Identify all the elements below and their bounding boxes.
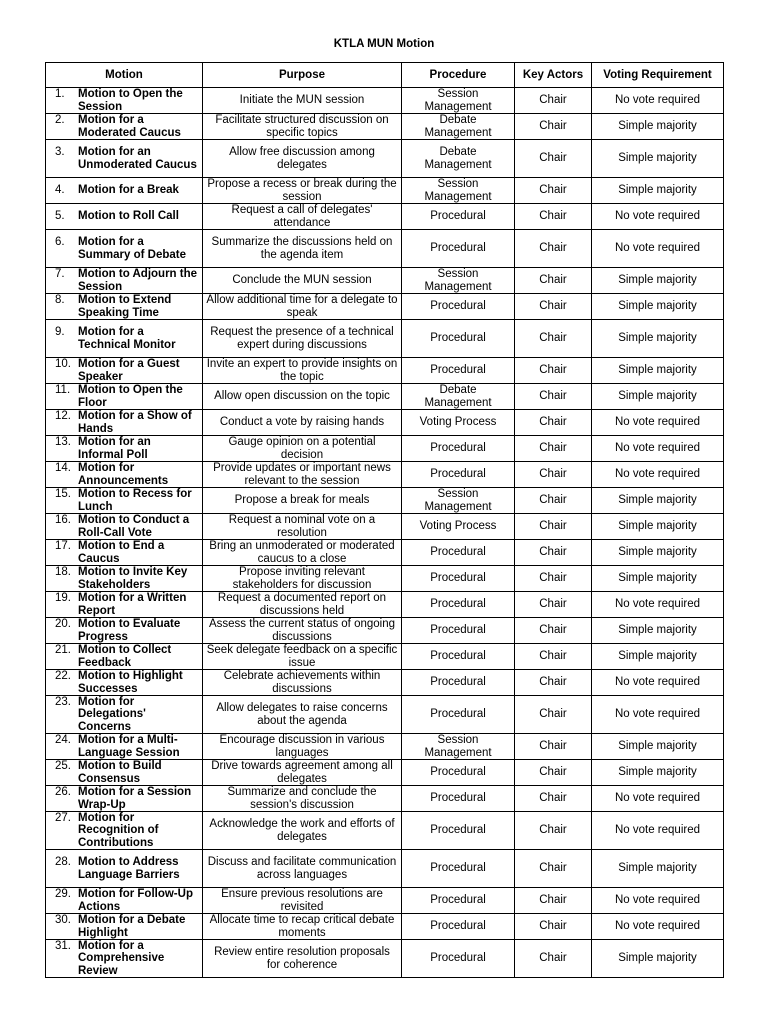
table-row — [46, 540, 724, 566]
procedure-cell: Procedural — [402, 914, 515, 940]
motion-name: Motion for Follow-Up Actions — [78, 888, 193, 913]
motion-cell — [46, 734, 203, 760]
motion-cell — [46, 178, 203, 204]
table-row — [46, 204, 724, 230]
procedure-cell: Procedural — [402, 566, 515, 592]
voting-requirement-cell: Simple majority — [592, 384, 724, 410]
motion-name: Motion to Address Language Barriers — [78, 856, 180, 881]
procedure-cell: Procedural — [402, 760, 515, 786]
voting-requirement-cell: Simple majority — [592, 540, 724, 566]
table-row — [46, 462, 724, 488]
procedure-cell: Debate Management — [402, 140, 515, 178]
voting-requirement-cell: No vote required — [592, 204, 724, 230]
voting-requirement-cell: Simple majority — [592, 114, 724, 140]
motion-name: Motion to Invite Key Stakeholders — [78, 566, 188, 591]
motion-name: Motion to Conduct a Roll-Call Vote — [78, 514, 190, 539]
procedure-cell: Procedural — [402, 888, 515, 914]
motion-cell — [46, 760, 203, 786]
table-row — [46, 410, 724, 436]
row-number: 26. — [55, 786, 71, 799]
row-number: 2. — [55, 114, 65, 127]
table-row — [46, 566, 724, 592]
key-actors-cell: Chair — [515, 914, 592, 940]
motion-cell — [46, 850, 203, 888]
purpose-cell: Conduct a vote by raising hands — [203, 410, 402, 436]
key-actors-cell: Chair — [515, 566, 592, 592]
motion-cell — [46, 384, 203, 410]
motion-name: Motion for Recognition of Contributions — [78, 812, 159, 849]
key-actors-cell: Chair — [515, 514, 592, 540]
procedure-cell: Procedural — [402, 320, 515, 358]
voting-requirement-cell: Simple majority — [592, 644, 724, 670]
procedure-cell: Voting Process — [402, 514, 515, 540]
key-actors-cell: Chair — [515, 410, 592, 436]
motion-name: Motion for a Comprehensive Review — [78, 940, 165, 977]
motion-name: Motion for a Debate Highlight — [78, 914, 186, 939]
procedure-cell: Procedural — [402, 462, 515, 488]
motion-name: Motion to Open the Session — [78, 88, 183, 113]
key-actors-cell: Chair — [515, 592, 592, 618]
purpose-cell: Invite an expert to provide insights on the topic — [203, 358, 402, 384]
motion-name: Motion to Roll Call — [78, 210, 179, 223]
procedure-cell: Debate Management — [402, 384, 515, 410]
motion-name: Motion for a Session Wrap-Up — [78, 786, 192, 811]
motion-cell — [46, 410, 203, 436]
procedure-cell: Session Management — [402, 734, 515, 760]
table-row — [46, 940, 724, 978]
purpose-cell: Initiate the MUN session — [203, 88, 402, 114]
voting-requirement-cell: No vote required — [592, 914, 724, 940]
voting-requirement-cell: Simple majority — [592, 320, 724, 358]
key-actors-cell: Chair — [515, 812, 592, 850]
motion-cell — [46, 696, 203, 734]
procedure-cell: Session Management — [402, 88, 515, 114]
motion-cell — [46, 644, 203, 670]
purpose-cell: Drive towards agreement among all delegates — [203, 760, 402, 786]
table-row — [46, 268, 724, 294]
key-actors-cell: Chair — [515, 696, 592, 734]
key-actors-cell: Chair — [515, 268, 592, 294]
key-actors-cell: Chair — [515, 178, 592, 204]
motion-cell — [46, 514, 203, 540]
key-actors-cell: Chair — [515, 670, 592, 696]
motion-cell — [46, 230, 203, 268]
key-actors-cell: Chair — [515, 618, 592, 644]
motion-name: Motion for an Unmoderated Caucus — [78, 146, 197, 171]
key-actors-cell: Chair — [515, 230, 592, 268]
motion-name: Motion for a Guest Speaker — [78, 358, 180, 383]
motion-cell — [46, 140, 203, 178]
row-number: 28. — [55, 856, 71, 869]
motion-cell — [46, 940, 203, 978]
row-number: 27. — [55, 812, 71, 825]
purpose-cell: Seek delegate feedback on a specific issue — [203, 644, 402, 670]
voting-requirement-cell: Simple majority — [592, 358, 724, 384]
procedure-cell: Procedural — [402, 812, 515, 850]
procedure-cell: Procedural — [402, 294, 515, 320]
row-number: 22. — [55, 670, 71, 683]
key-actors-cell: Chair — [515, 358, 592, 384]
procedure-cell: Procedural — [402, 592, 515, 618]
voting-requirement-cell: No vote required — [592, 436, 724, 462]
purpose-cell: Provide updates or important news relevant to the session — [203, 462, 402, 488]
motion-name: Motion to Adjourn the Session — [78, 268, 198, 293]
table-row — [46, 436, 724, 462]
motion-cell — [46, 358, 203, 384]
motion-name: Motion to Collect Feedback — [78, 644, 172, 669]
row-number: 9. — [55, 326, 65, 339]
purpose-cell: Celebrate achievements within discussions — [203, 670, 402, 696]
motion-cell — [46, 114, 203, 140]
table-row — [46, 320, 724, 358]
table-row — [46, 696, 724, 734]
row-number: 19. — [55, 592, 71, 605]
table-row — [46, 178, 724, 204]
key-actors-cell: Chair — [515, 436, 592, 462]
voting-requirement-cell: No vote required — [592, 888, 724, 914]
row-number: 8. — [55, 294, 65, 307]
motion-name: Motion for a Multi-Language Session — [78, 734, 180, 759]
procedure-cell: Procedural — [402, 204, 515, 230]
table-header-row — [46, 63, 724, 88]
procedure-cell: Debate Management — [402, 114, 515, 140]
motion-name: Motion for Announcements — [78, 462, 169, 487]
voting-requirement-cell: Simple majority — [592, 178, 724, 204]
row-number: 14. — [55, 462, 71, 475]
column-header-voting-requirement: Voting Requirement — [592, 63, 724, 88]
key-actors-cell: Chair — [515, 940, 592, 978]
motion-name: Motion to Recess for Lunch — [78, 488, 192, 513]
procedure-cell: Procedural — [402, 670, 515, 696]
procedure-cell: Session Management — [402, 178, 515, 204]
motion-name: Motion to Extend Speaking Time — [78, 294, 172, 319]
table-row — [46, 850, 724, 888]
motion-cell — [46, 618, 203, 644]
table-row — [46, 114, 724, 140]
table-row — [46, 384, 724, 410]
row-number: 11. — [55, 384, 71, 397]
purpose-cell: Allow delegates to raise concerns about the agenda — [203, 696, 402, 734]
purpose-cell: Summarize the discussions held on the agenda item — [203, 230, 402, 268]
row-number: 6. — [55, 236, 65, 249]
motion-cell — [46, 462, 203, 488]
purpose-cell: Ensure previous resolutions are revisited — [203, 888, 402, 914]
motion-name: Motion to Evaluate Progress — [78, 618, 181, 643]
table-row — [46, 914, 724, 940]
key-actors-cell: Chair — [515, 488, 592, 514]
procedure-cell: Procedural — [402, 540, 515, 566]
key-actors-cell: Chair — [515, 888, 592, 914]
motion-cell — [46, 812, 203, 850]
voting-requirement-cell: Simple majority — [592, 294, 724, 320]
table-body — [46, 88, 724, 978]
table-row — [46, 140, 724, 178]
key-actors-cell: Chair — [515, 540, 592, 566]
table-row — [46, 88, 724, 114]
key-actors-cell: Chair — [515, 760, 592, 786]
purpose-cell: Bring an unmoderated or moderated caucus to a close — [203, 540, 402, 566]
table-row — [46, 734, 724, 760]
purpose-cell: Facilitate structured discussion on specific topics — [203, 114, 402, 140]
motion-name: Motion to Build Consensus — [78, 760, 162, 785]
voting-requirement-cell: Simple majority — [592, 488, 724, 514]
purpose-cell: Request the presence of a technical expert during discussions — [203, 320, 402, 358]
motion-name: Motion for a Break — [78, 184, 179, 197]
table-row — [46, 670, 724, 696]
purpose-cell: Allow open discussion on the topic — [203, 384, 402, 410]
key-actors-cell: Chair — [515, 786, 592, 812]
voting-requirement-cell: Simple majority — [592, 850, 724, 888]
voting-requirement-cell: Simple majority — [592, 140, 724, 178]
motion-cell — [46, 914, 203, 940]
procedure-cell: Procedural — [402, 358, 515, 384]
voting-requirement-cell: Simple majority — [592, 760, 724, 786]
key-actors-cell: Chair — [515, 462, 592, 488]
motion-cell — [46, 786, 203, 812]
motion-cell — [46, 320, 203, 358]
motion-cell — [46, 436, 203, 462]
motion-cell — [46, 592, 203, 618]
row-number: 5. — [55, 210, 65, 223]
voting-requirement-cell: No vote required — [592, 410, 724, 436]
row-number: 15. — [55, 488, 71, 501]
table-row — [46, 592, 724, 618]
procedure-cell: Procedural — [402, 618, 515, 644]
table-row — [46, 294, 724, 320]
purpose-cell: Conclude the MUN session — [203, 268, 402, 294]
procedure-cell: Procedural — [402, 940, 515, 978]
page-title: KTLA MUN Motion — [333, 38, 435, 50]
voting-requirement-cell: Simple majority — [592, 734, 724, 760]
motion-name: Motion for Delegations' Concerns — [78, 696, 146, 733]
purpose-cell: Request a call of delegates' attendance — [203, 204, 402, 230]
voting-requirement-cell: Simple majority — [592, 268, 724, 294]
table-row — [46, 644, 724, 670]
motion-cell — [46, 268, 203, 294]
motion-name: Motion for a Show of Hands — [78, 410, 192, 435]
key-actors-cell: Chair — [515, 204, 592, 230]
voting-requirement-cell: No vote required — [592, 696, 724, 734]
purpose-cell: Discuss and facilitate communication across languages — [203, 850, 402, 888]
procedure-cell: Voting Process — [402, 410, 515, 436]
voting-requirement-cell: No vote required — [592, 670, 724, 696]
table-row — [46, 514, 724, 540]
row-number: 23. — [55, 696, 71, 709]
purpose-cell: Assess the current status of ongoing discussions — [203, 618, 402, 644]
purpose-cell: Allow additional time for a delegate to speak — [203, 294, 402, 320]
voting-requirement-cell: Simple majority — [592, 514, 724, 540]
row-number: 18. — [55, 566, 71, 579]
motion-name: Motion for a Written Report — [78, 592, 187, 617]
purpose-cell: Review entire resolution proposals for coherence — [203, 940, 402, 978]
motion-cell — [46, 204, 203, 230]
procedure-cell: Procedural — [402, 850, 515, 888]
row-number: 16. — [55, 514, 71, 527]
purpose-cell: Propose a break for meals — [203, 488, 402, 514]
key-actors-cell: Chair — [515, 644, 592, 670]
column-header-procedure: Procedure — [402, 63, 515, 88]
table-row — [46, 488, 724, 514]
row-number: 1. — [55, 88, 65, 101]
procedure-cell: Procedural — [402, 436, 515, 462]
key-actors-cell: Chair — [515, 140, 592, 178]
voting-requirement-cell: No vote required — [592, 786, 724, 812]
table-row — [46, 618, 724, 644]
purpose-cell: Request a documented report on discussions held — [203, 592, 402, 618]
voting-requirement-cell: Simple majority — [592, 940, 724, 978]
procedure-cell: Procedural — [402, 230, 515, 268]
table-row — [46, 888, 724, 914]
row-number: 13. — [55, 436, 71, 449]
motion-cell — [46, 294, 203, 320]
motion-name: Motion to Open the Floor — [78, 384, 183, 409]
voting-requirement-cell: Simple majority — [592, 566, 724, 592]
row-number: 12. — [55, 410, 71, 423]
table-row — [46, 812, 724, 850]
purpose-cell: Propose inviting relevant stakeholders for discussion — [203, 566, 402, 592]
row-number: 20. — [55, 618, 71, 631]
row-number: 7. — [55, 268, 65, 281]
column-header-motion: Motion — [46, 63, 203, 88]
motion-name: Motion for a Technical Monitor — [78, 326, 176, 351]
row-number: 29. — [55, 888, 71, 901]
procedure-cell: Procedural — [402, 786, 515, 812]
row-number: 24. — [55, 734, 71, 747]
key-actors-cell: Chair — [515, 384, 592, 410]
key-actors-cell: Chair — [515, 320, 592, 358]
voting-requirement-cell: No vote required — [592, 462, 724, 488]
purpose-cell: Acknowledge the work and efforts of delegates — [203, 812, 402, 850]
procedure-cell: Session Management — [402, 268, 515, 294]
purpose-cell: Request a nominal vote on a resolution — [203, 514, 402, 540]
voting-requirement-cell: No vote required — [592, 230, 724, 268]
motion-cell — [46, 670, 203, 696]
key-actors-cell: Chair — [515, 294, 592, 320]
purpose-cell: Encourage discussion in various languages — [203, 734, 402, 760]
motion-name: Motion to End a Caucus — [78, 540, 165, 565]
row-number: 25. — [55, 760, 71, 773]
procedure-cell: Procedural — [402, 644, 515, 670]
row-number: 3. — [55, 146, 65, 159]
column-header-purpose: Purpose — [203, 63, 402, 88]
table-row — [46, 760, 724, 786]
key-actors-cell: Chair — [515, 850, 592, 888]
purpose-cell: Allow free discussion among delegates — [203, 140, 402, 178]
row-number: 17. — [55, 540, 71, 553]
table-row — [46, 786, 724, 812]
motion-cell — [46, 540, 203, 566]
motion-name: Motion to Highlight Successes — [78, 670, 183, 695]
voting-requirement-cell: Simple majority — [592, 618, 724, 644]
motion-cell — [46, 88, 203, 114]
row-number: 10. — [55, 358, 71, 371]
purpose-cell: Summarize and conclude the session's discussion — [203, 786, 402, 812]
voting-requirement-cell: No vote required — [592, 812, 724, 850]
row-number: 31. — [55, 940, 71, 953]
voting-requirement-cell: No vote required — [592, 88, 724, 114]
purpose-cell: Gauge opinion on a potential decision — [203, 436, 402, 462]
key-actors-cell: Chair — [515, 734, 592, 760]
procedure-cell: Procedural — [402, 696, 515, 734]
motion-name: Motion for a Moderated Caucus — [78, 114, 181, 139]
row-number: 21. — [55, 644, 71, 657]
row-number: 30. — [55, 914, 71, 927]
purpose-cell: Allocate time to recap critical debate moments — [203, 914, 402, 940]
motion-cell — [46, 566, 203, 592]
key-actors-cell: Chair — [515, 114, 592, 140]
table-row — [46, 230, 724, 268]
motions-table — [45, 62, 724, 978]
motion-name: Motion for an Informal Poll — [78, 436, 151, 461]
table-row — [46, 358, 724, 384]
column-header-key-actors: Key Actors — [515, 63, 592, 88]
purpose-cell: Propose a recess or break during the session — [203, 178, 402, 204]
row-number: 4. — [55, 184, 65, 197]
key-actors-cell: Chair — [515, 88, 592, 114]
procedure-cell: Session Management — [402, 488, 515, 514]
motion-cell — [46, 488, 203, 514]
motion-name: Motion for a Summary of Debate — [78, 236, 187, 261]
motion-cell — [46, 888, 203, 914]
voting-requirement-cell: No vote required — [592, 592, 724, 618]
